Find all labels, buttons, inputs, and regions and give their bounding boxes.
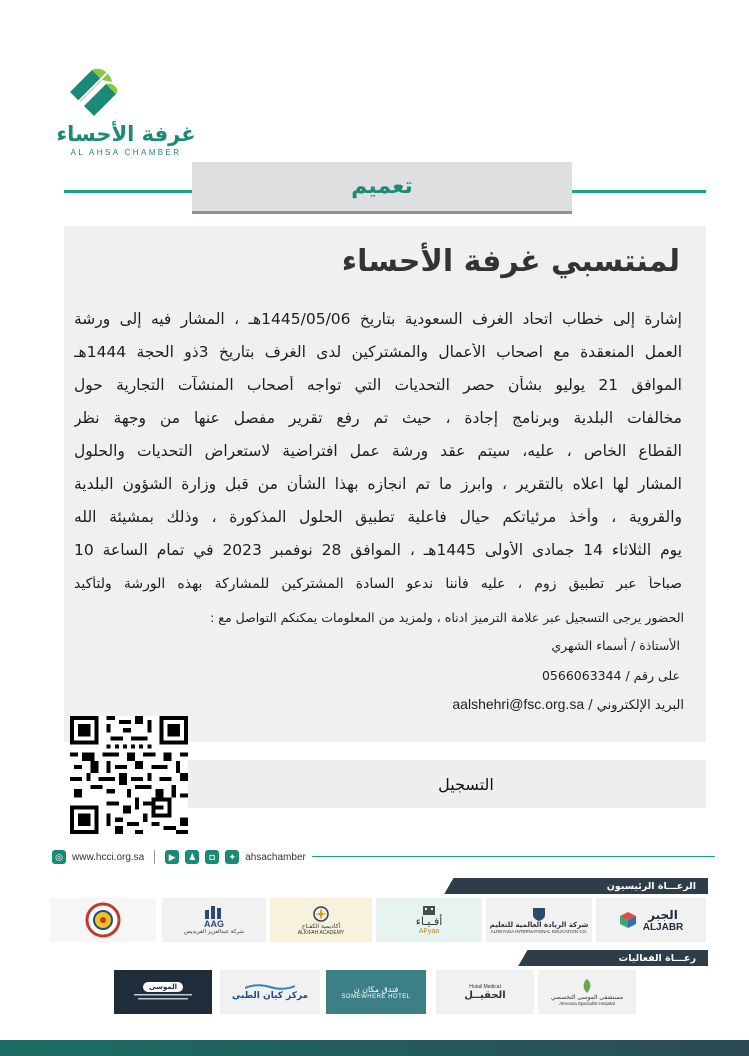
register-button[interactable] [188, 760, 706, 808]
paragraph-line: الموافق 21 يوليو بشأن حصر التحديات التي تواجه أصحاب المنشآت التجارية حول [74, 376, 682, 394]
sponsor-name: شركة الريادة العالمية للتعليم [489, 920, 589, 929]
sponsor-sub: Almoosa Specialist Hospital [559, 1001, 615, 1006]
sponsor-name: الحقيــل [464, 989, 506, 1001]
youtube-icon[interactable]: ▶ [165, 850, 179, 864]
paragraph-line: يوم الثلاثاء 14 جمادى الأولى 1445هـ ، الموافق 28 نوفمبر 2023 في تمام الساعة 10 [74, 541, 682, 559]
sponsor-logo-afyaa [376, 898, 482, 942]
letter-headline: لمنتسبي غرفة الأحساء [341, 244, 680, 279]
globe-icon[interactable]: ◎ [52, 850, 66, 864]
registration-note: الحضور يرجى التسجيل عبر علامة الترميز ادناه ، ولمزيد من المعلومات يمكنكم التواصل مع : [210, 610, 684, 625]
sponsor-sub: AFyaa [418, 928, 440, 935]
instagram-icon[interactable]: ◘ [205, 850, 219, 864]
sponsor-name: فندق مكان ن [353, 984, 399, 994]
chamber-logo [52, 62, 202, 162]
paragraph-line: صباحاً عبر تطبيق زوم ، عليه فأننا ندعو السادة المشتركين للمشاركة بهذه الورشة ولتأكيد [74, 576, 682, 592]
social-handle[interactable]: ahsachamber [245, 851, 306, 863]
sponsor-logo-roundel [50, 898, 156, 942]
sponsor-roundel-icon [85, 902, 121, 938]
contact-phone: على رقم / 0566063344 [541, 668, 680, 683]
sponsor-sub: ALJABR [642, 921, 684, 933]
sponsor-logo-alreyada [486, 898, 592, 942]
aag-towers-icon [203, 905, 225, 919]
alreyada-shield-icon [531, 907, 547, 921]
sponsor-logo-kayan [220, 970, 320, 1014]
email-label: البريد الإلكتروني / [588, 698, 684, 713]
social-links-row [52, 848, 306, 866]
sponsor-sub: SOMEWHERE HOTEL [341, 993, 411, 1000]
paragraph-line: إشارة إلى خطاب اتحاد الغرف السعودية بتاريخ 1445/05/06هـ ، المشار فيه إلى ورشة [74, 310, 682, 328]
sponsor-sub: ALKIFAH ACADEMY [297, 929, 345, 936]
bottom-decorative-strip [0, 1040, 749, 1056]
alkifah-star-icon [312, 905, 330, 923]
contact-name: الأستاذة / أسماء الشهري [551, 638, 680, 653]
header-stripe [514, 950, 538, 966]
paragraph-line: القطاع الخاص ، عليه، سيتم عقد ورشة عمل افتراضية لاستعراض التحديات والحلول [74, 442, 682, 460]
title-rule-right [572, 190, 706, 193]
sponsor-name: أفـيـاء [415, 915, 443, 928]
logo-english-name: AL AHSA CHAMBER [70, 148, 182, 157]
paragraph-line: العمل المنعقدة مع اصحاب الأعمال والمشتركين لدى الغرف بتاريخ 3ذو الحجة 1444هـ [74, 343, 682, 361]
sponsor-name: مستشفى الموسى التخصصي [550, 994, 624, 1001]
sponsor-name: AAG [204, 919, 224, 929]
register-label: التسجيل [438, 774, 494, 794]
almoosa-leaf-icon [579, 978, 595, 994]
paragraph-line: والقروية ، وأخذ مرئياتكم حيال فاعلية تطبيق الحلول المذكورة ، وذلك بمشيئة الله [74, 508, 682, 526]
sponsor-tagline-lines-icon [128, 992, 198, 1002]
snapchat-icon[interactable]: ♟ [185, 850, 199, 864]
main-sponsors-title: الرعـــاة الرئيسيون [606, 880, 696, 892]
afyaa-building-icon [422, 905, 436, 915]
sponsor-logo-alkifah [270, 898, 372, 942]
sponsor-logo-hutail [436, 970, 534, 1014]
sponsor-logo-almoosa [538, 970, 636, 1014]
paragraph-line: مخالفات البلدية وبرنامج إجادة ، حيث تم رفع تقرير مفصل عنها من وجهة نظر [74, 409, 682, 427]
sponsor-logo-aag [162, 898, 266, 942]
chamber-leaf-emblem-icon [62, 62, 122, 122]
paragraph-line: المشار لها اعلاه بالتقرير ، وابرز ما تم انجازه بهذا الشأن من قبل وزارة الشؤون البلدية [74, 475, 682, 493]
title-rule-left [64, 190, 192, 193]
event-sponsors-title: رعـــاة الفعاليات [618, 952, 696, 964]
sponsor-name: مركز كيان الطبي [231, 991, 309, 1001]
contact-email-row [452, 696, 684, 713]
sponsor-sub: ALREYADA INTERNATIONAL EDUCATION CO. [490, 928, 588, 934]
sponsor-name: الموسى [148, 983, 178, 991]
registration-qr-code[interactable] [70, 716, 188, 834]
main-sponsors-header [464, 878, 708, 894]
twitter-icon[interactable]: ✦ [225, 850, 239, 864]
sponsor-sub: Hutail Medical [469, 983, 501, 990]
social-divider [154, 850, 155, 864]
event-sponsors-header [538, 950, 708, 966]
sponsor-logo-aljabr [596, 898, 706, 942]
letter-panel [64, 226, 706, 742]
circular-title: تعميم [351, 174, 413, 199]
aljabr-cube-icon [619, 911, 637, 929]
website-link[interactable]: www.hcci.org.sa [72, 851, 145, 863]
header-stripe [440, 878, 464, 894]
email-link[interactable]: aalshehri@fsc.org.sa [452, 696, 585, 712]
sponsor-logo-almoosa-group [114, 970, 212, 1014]
circular-title-box [192, 162, 572, 214]
sponsor-name: الجبر [648, 907, 678, 922]
kayan-wave-icon [245, 983, 295, 991]
social-rule [312, 856, 715, 857]
sponsor-sub: شركة عبدالعزيز الفريديس [184, 929, 244, 935]
logo-arabic-name: غرفة الأحساء [56, 122, 196, 146]
sponsor-name: أكاديمية الكفـاح [301, 922, 341, 930]
sponsor-logo-somewhere-hotel [326, 970, 426, 1014]
